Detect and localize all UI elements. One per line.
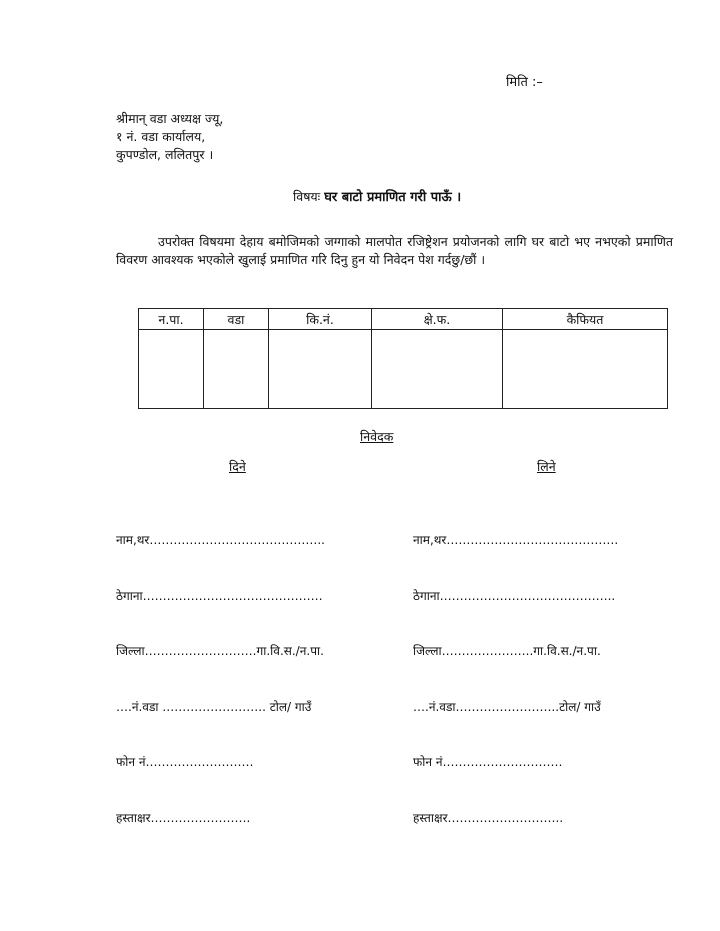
- header-area: क्षे.फ.: [372, 309, 503, 330]
- table-cell: [139, 330, 204, 409]
- addressee-line-3: कुपण्डोल, ललितपुर ।: [116, 147, 214, 162]
- table-cell: [503, 330, 668, 409]
- land-details-table: [138, 308, 668, 409]
- body-text: उपरोक्त विषयमा देहाय बमोजिमको जग्गाको मालपोत रजिष्ट्रेशन प्रयोजनको लागि घर बाटो भए नभएको प्रमाणित विवरण आवश्यक भएकोले खुलाई प्रमाणित गरि दिनु हुन यो निवेदन पेश गर्दछु/छौं ।: [116, 234, 673, 267]
- giver-heading: दिने: [229, 459, 246, 474]
- receiver-heading: लिने: [537, 459, 556, 474]
- receiver-ward-field: ….नं.वडा……………………..टोल/ गाउँ: [413, 699, 601, 714]
- header-plot-number: कि.नं.: [269, 309, 372, 330]
- table-row: [139, 330, 668, 409]
- giver-district-field: जिल्ला……………………….गा.वि.स./न.पा.: [116, 644, 324, 658]
- giver-fields: [116, 494, 325, 864]
- table-header-row: [139, 309, 668, 330]
- addressee-line-1: श्रीमान् वडा अध्यक्ष ज्यू,: [116, 111, 224, 126]
- receiver-phone-field: फोन नं…………………………: [413, 755, 563, 769]
- date-label: मिति :–: [506, 75, 543, 90]
- subject-text: घर बाटो प्रमाणित गरी पाऊँ ।: [324, 190, 462, 205]
- giver-name-field: नाम,थर……………………………………..: [116, 533, 325, 547]
- body-paragraph: [116, 233, 673, 269]
- applicant-label: निवेदक: [360, 429, 394, 444]
- header-ward: वडा: [204, 309, 269, 330]
- receiver-district-field: जिल्ला…………………..गा.वि.स./न.पा.: [413, 644, 601, 658]
- table-cell: [269, 330, 372, 409]
- receiver-address-field: ठेगाना……………………………………..: [413, 588, 616, 603]
- giver-phone-field: फोन नं………………………: [116, 755, 254, 769]
- addressee-line-2: १ नं. वडा कार्यालय,: [116, 129, 206, 144]
- table-cell: [204, 330, 269, 409]
- giver-address-field: ठेगाना………………………………………: [116, 588, 323, 603]
- table-cell: [372, 330, 503, 409]
- giver-signature-field: हस्ताक्षर…………………….: [116, 810, 251, 825]
- subject-line: [293, 187, 461, 205]
- addressee-block: [116, 110, 223, 164]
- giver-ward-field: ….नं.वडा …………………….. टोल/ गाउँ: [116, 699, 312, 714]
- receiver-name-field: नाम,थर…………………………………….: [413, 533, 619, 547]
- receiver-signature-field: हस्ताक्षर………………………..: [413, 810, 564, 825]
- header-remarks: कैफियत: [503, 309, 668, 330]
- receiver-fields: [413, 494, 618, 864]
- header-municipality: न.पा.: [139, 309, 204, 330]
- subject-label: विषयः: [293, 189, 321, 204]
